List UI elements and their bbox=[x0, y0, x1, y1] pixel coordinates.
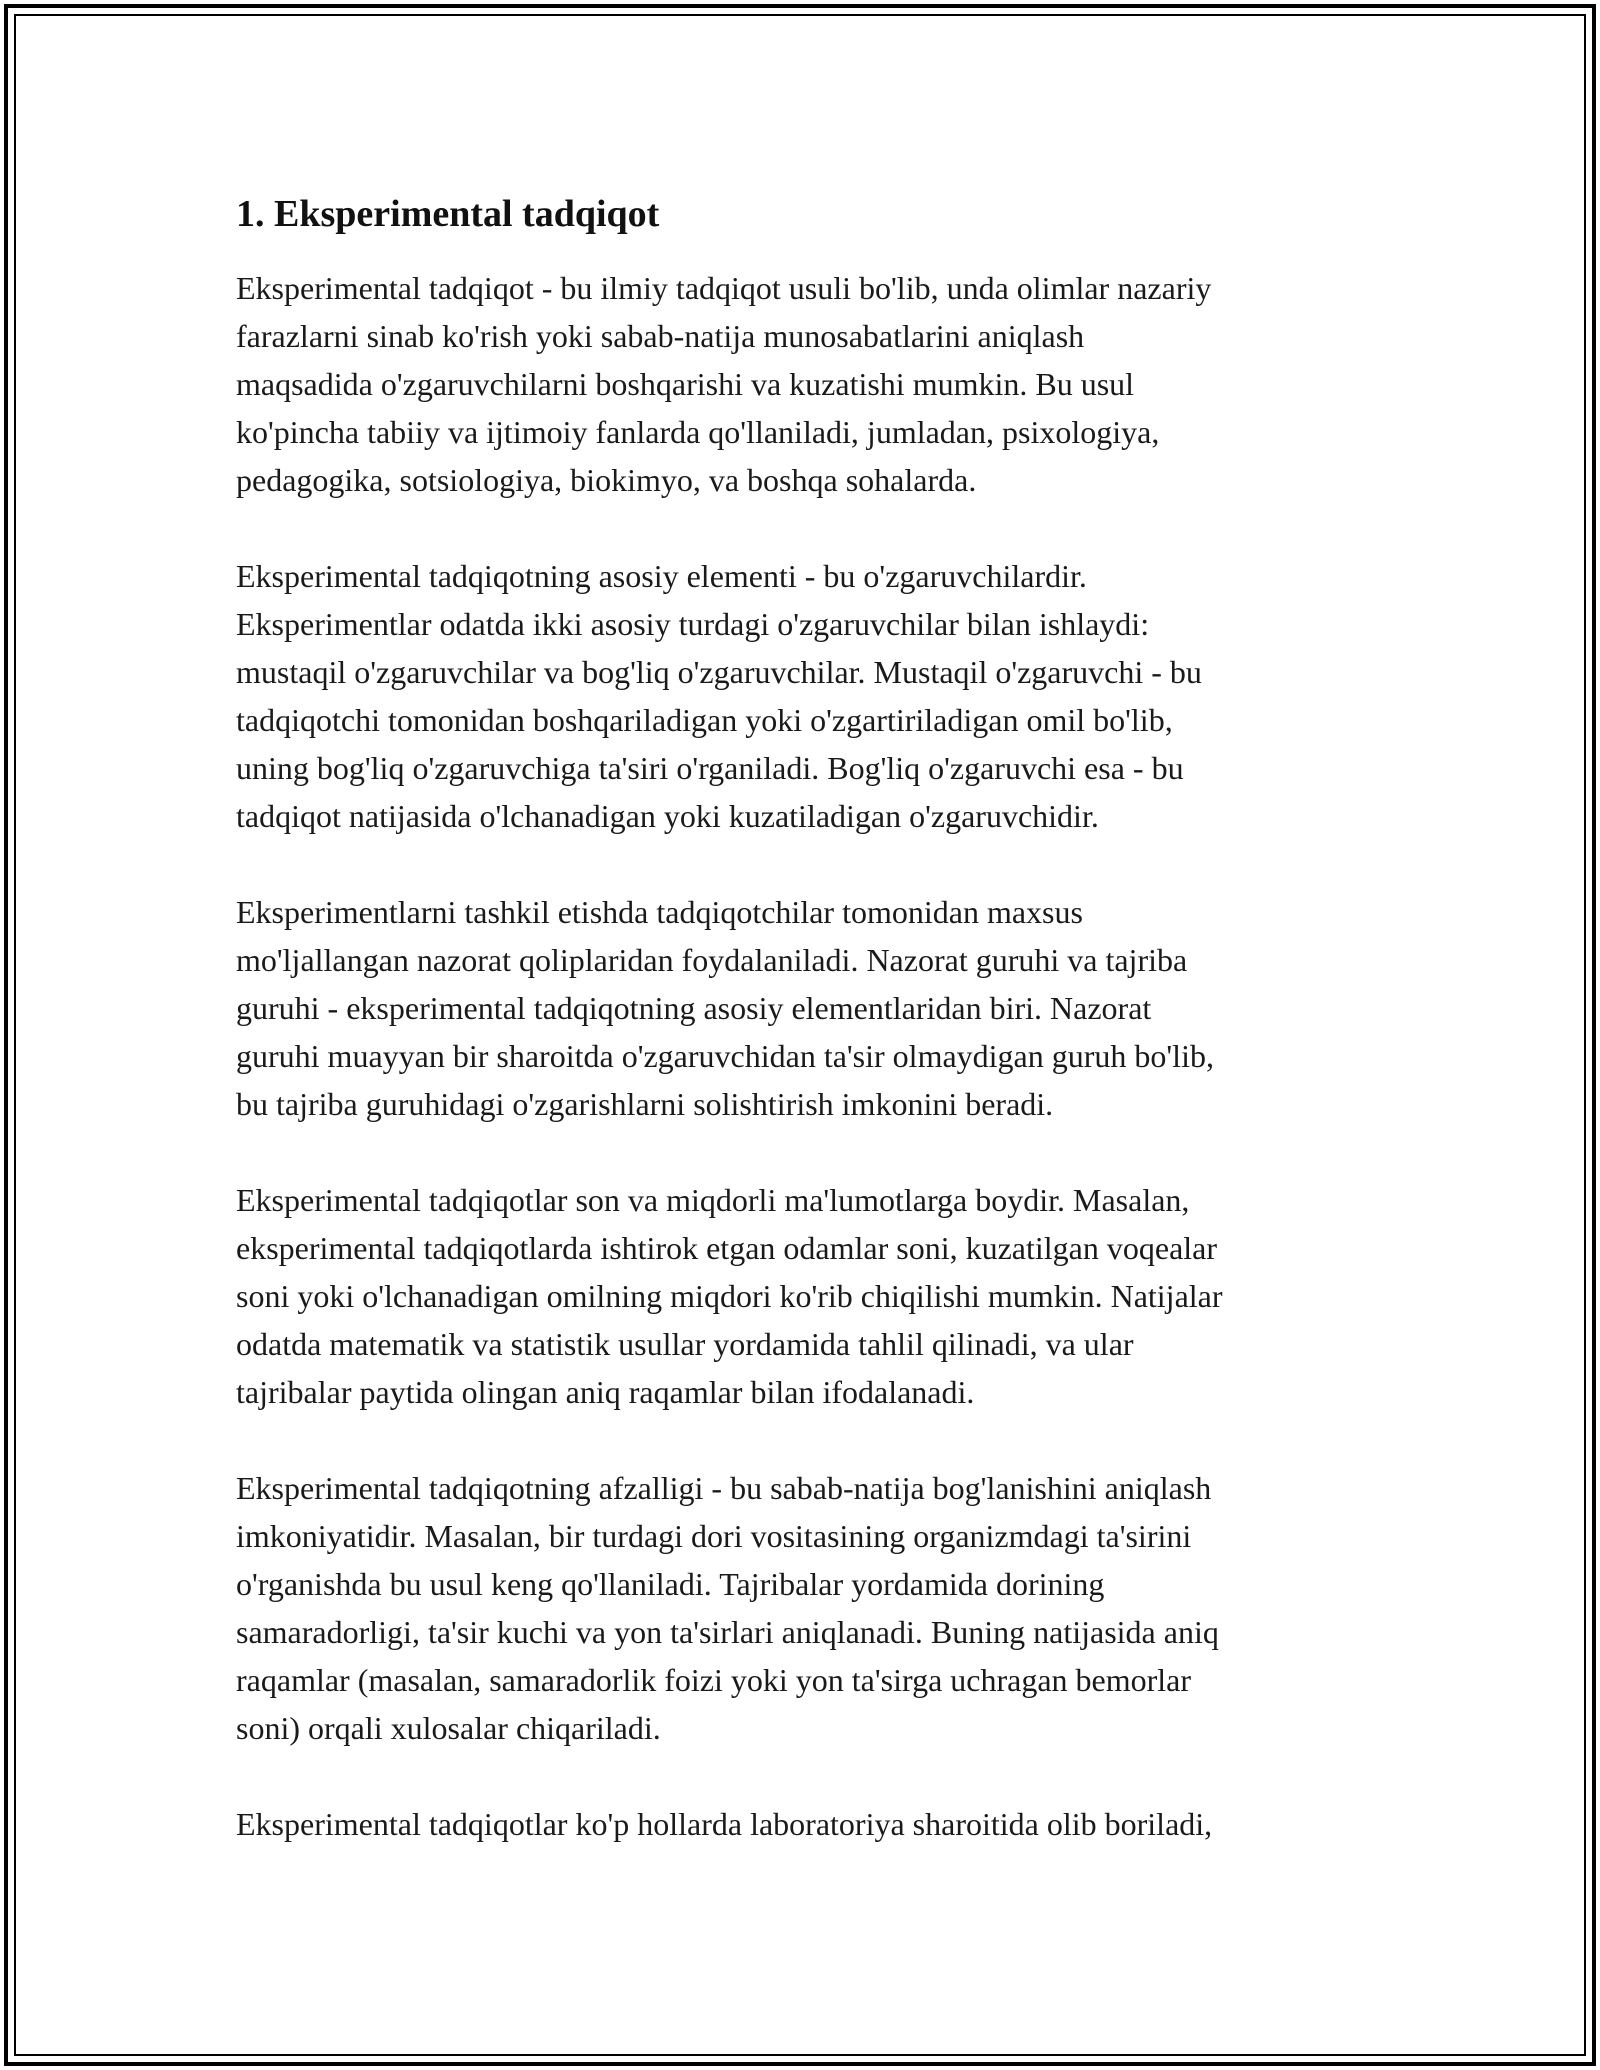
text-line: samaradorligi, ta'sir kuchi va yon ta'sirlari aniqlanadi. Buning natijasida aniq bbox=[236, 1613, 1219, 1650]
text-line: Eksperimental tadqiqotning asosiy elementi - bu o'zgaruvchilardir. bbox=[236, 557, 1087, 594]
text-line: Eksperimental tadqiqotlar ko'p hollarda laboratoriya sharoitida olib boriladi, bbox=[236, 1805, 1213, 1842]
text-line: farazlarni sinab ko'rish yoki sabab-natija munosabatlarini aniqlash bbox=[236, 317, 1085, 354]
text-line: guruhi - eksperimental tadqiqotning asosiy elementlaridan biri. Nazorat bbox=[236, 989, 1152, 1026]
text-line: pedagogika, sotsiologiya, biokimyo, va boshqa sohalarda. bbox=[236, 461, 977, 498]
text-line: Eksperimentlarni tashkil etishda tadqiqotchilar tomonidan maxsus bbox=[236, 893, 1083, 930]
section-heading: 1. Eksperimental tadqiqot bbox=[236, 193, 660, 235]
text-line: mustaqil o'zgaruvchilar va bog'liq o'zgaruvchilar. Mustaqil o'zgaruvchi - bu bbox=[236, 653, 1202, 690]
text-line: soni yoki o'lchanadigan omilning miqdori ko'rib chiqilishi mumkin. Natijalar bbox=[236, 1277, 1223, 1314]
text-line: tadqiqot natijasida o'lchanadigan yoki kuzatiladigan o'zgaruvchidir. bbox=[236, 797, 1099, 834]
document-body bbox=[236, 180, 1376, 1896]
text-line: bu tajriba guruhidagi o'zgarishlarni solishtirish imkonini beradi. bbox=[236, 1085, 1054, 1122]
paragraph-3 bbox=[236, 888, 1376, 1128]
paragraph-4 bbox=[236, 1176, 1376, 1416]
text-line: guruhi muayyan bir sharoitda o'zgaruvchidan ta'sir olmaydigan guruh bo'lib, bbox=[236, 1037, 1214, 1074]
text-line: ko'pincha tabiiy va ijtimoiy fanlarda qo'llaniladi, jumladan, psixologiya, bbox=[236, 413, 1160, 450]
text-line: raqamlar (masalan, samaradorlik foizi yoki yon ta'sirga uchragan bemorlar bbox=[236, 1661, 1192, 1698]
text-line: mo'ljallangan nazorat qoliplaridan foydalaniladi. Nazorat guruhi va tajriba bbox=[236, 941, 1188, 978]
paragraph-5 bbox=[236, 1464, 1376, 1752]
text-line: Eksperimental tadqiqotning afzalligi - bu sabab-natija bog'lanishini aniqlash bbox=[236, 1469, 1212, 1506]
text-line: tajribalar paytida olingan aniq raqamlar bilan ifodalanadi. bbox=[236, 1373, 975, 1410]
text-line: odatda matematik va statistik usullar yordamida tahlil qilinadi, va ular bbox=[236, 1325, 1134, 1362]
paragraph-6 bbox=[236, 1800, 1376, 1848]
text-line: Eksperimentlar odatda ikki asosiy turdagi o'zgaruvchilar bilan ishlaydi: bbox=[236, 605, 1150, 642]
paragraph-1 bbox=[236, 264, 1376, 504]
paragraph-2 bbox=[236, 552, 1376, 840]
text-line: eksperimental tadqiqotlarda ishtirok etgan odamlar soni, kuzatilgan voqealar bbox=[236, 1229, 1218, 1266]
text-line: o'rganishda bu usul keng qo'llaniladi. Tajribalar yordamida dorining bbox=[236, 1565, 1105, 1602]
text-line: Eksperimental tadqiqotlar son va miqdorli ma'lumotlarga boydir. Masalan, bbox=[236, 1181, 1190, 1218]
text-line: imkoniyatidir. Masalan, bir turdagi dori vositasining organizmdagi ta'sirini bbox=[236, 1517, 1192, 1554]
text-line: Eksperimental tadqiqot - bu ilmiy tadqiqot usuli bo'lib, unda olimlar nazariy bbox=[236, 269, 1212, 306]
text-line: maqsadida o'zgaruvchilarni boshqarishi va kuzatishi mumkin. Bu usul bbox=[236, 365, 1135, 402]
text-line: tadqiqotchi tomonidan boshqariladigan yoki o'zgartiriladigan omil bo'lib, bbox=[236, 701, 1173, 738]
text-line: soni) orqali xulosalar chiqariladi. bbox=[236, 1709, 661, 1746]
text-line: uning bog'liq o'zgaruvchiga ta'siri o'rganiladi. Bog'liq o'zgaruvchi esa - bu bbox=[236, 749, 1184, 786]
